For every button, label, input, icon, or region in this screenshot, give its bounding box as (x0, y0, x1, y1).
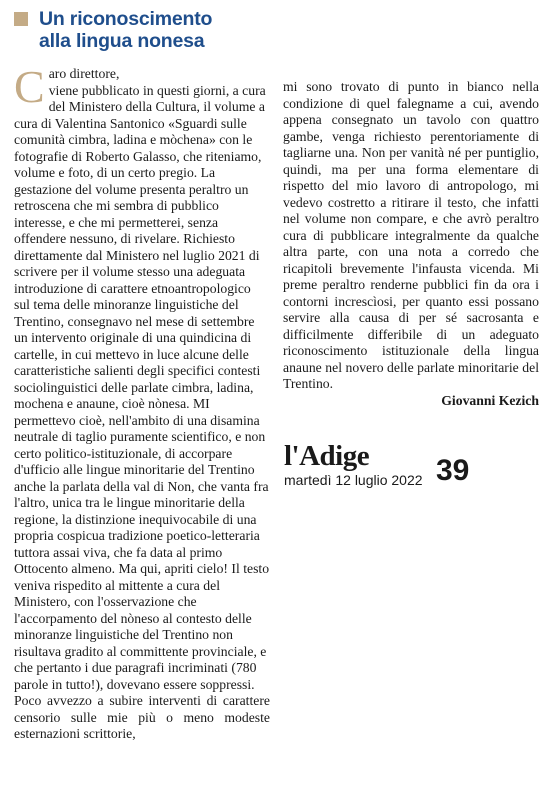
body-paragraph-left-2: Poco avvezzo a subire interventi di carattere censorio sulle mie più o meno modeste esternazioni scrittorie, (14, 693, 270, 741)
article-column-left (14, 61, 270, 743)
headline-square-icon (14, 12, 28, 26)
newspaper-logo: l'Adige (284, 440, 370, 472)
page-number: 39 (436, 454, 470, 487)
headline-line-2: alla lingua nonesa (39, 30, 205, 52)
publication-date: martedì 12 luglio 2022 (284, 472, 423, 488)
author-signature: Giovanni Kezich (441, 392, 539, 408)
headline-line-1: Un riconoscimento (39, 8, 213, 30)
body-text-right: mi sono trovato di punto in bianco nella condizione di quel falegname a cui, avendo appena consegnato un tavolo con quattro gambe, venga richiesto perentoriamente di tagliarne una. Non per vanità né per puntiglio, quindi, ma per una forma elementare di rispetto del mio lavoro di antropologo, mi vedevo costretto a ritirare il testo, che infatti nel volume non compare, e che avrò peraltro cura di pubblicare integralmente da qualche altra parte, con una nota a corredo che ricapitoli brevemente l'infausta vicenda. Mi preme peraltro renderne pubblici fin da ora i contorni increscìosi, per quanto essi possano servire alla causa di per sé sacrosanta e difficilmente differibile di un adeguato riconoscimento istituzionale della lingua anaune nel novero delle parlate minoritarie del Trentino. (283, 79, 539, 391)
salutation: aro direttore, (48, 66, 120, 81)
article-column-right (283, 79, 539, 409)
dropcap-letter: C (14, 61, 45, 112)
body-text-left: viene pubblicato in questi giorni, a cura del Ministero della Cultura, il volume a cura di Valentina Santonico «Sguardi sulle comunità cimbra, ladina e mòchena» con le fotografie di Roberto Galasso, che riteniamo, volume e foto, di un certo pregio. La gestazione del volume presenta peraltro un retroscena che mi sembra di pubblico interesse, e che mi permetterei, senza offendere nessuno, di rivelare. Richiesto direttamente dal Ministero nel luglio 2021 di scrivere per il volume stesso una adeguata introduzione di carattere etnoantropologico sul tema delle minoranze linguistiche del Trentino, consegnavo nel mese di settembre un intervento originale di una quindicina di cartelle, in cui mettevo in luce alcune delle caratteristiche salienti degli specifici contesti sociolinguistici delle parlate cimbra, ladina, mochena e anaune, cioè nònesa. MI permettevo cioè, nell'ambito di una disamina neutrale di taglio puramente scientifico, e non certo politico-istituzionale, di accorpare d'ufficio alle lingue minoritarie del Trentino anche la parlata della val di Non, che vanta fra l'altro, unica tra le lingue minoritarie della regione, la distinzione inequivocabile di una propria cospicua tradizione poetico-letteraria tuttora assai viva, che fa data al primo Ottocento almeno. Ma qui, apriti cielo! Il testo veniva rispedito al mittente a cura del Ministero, con l'osservazione che l'accorpamento del nòneso al contesto delle minoranze linguistiche del Trentino non risultava gradito al committente provinciale, e che pertanto i due paragrafi incriminati (780 parole in tutto!), dovevano essere soppressi. (14, 82, 270, 692)
newspaper-masthead (284, 440, 544, 488)
article-headline (14, 8, 344, 52)
salutation-paragraph (14, 61, 270, 693)
